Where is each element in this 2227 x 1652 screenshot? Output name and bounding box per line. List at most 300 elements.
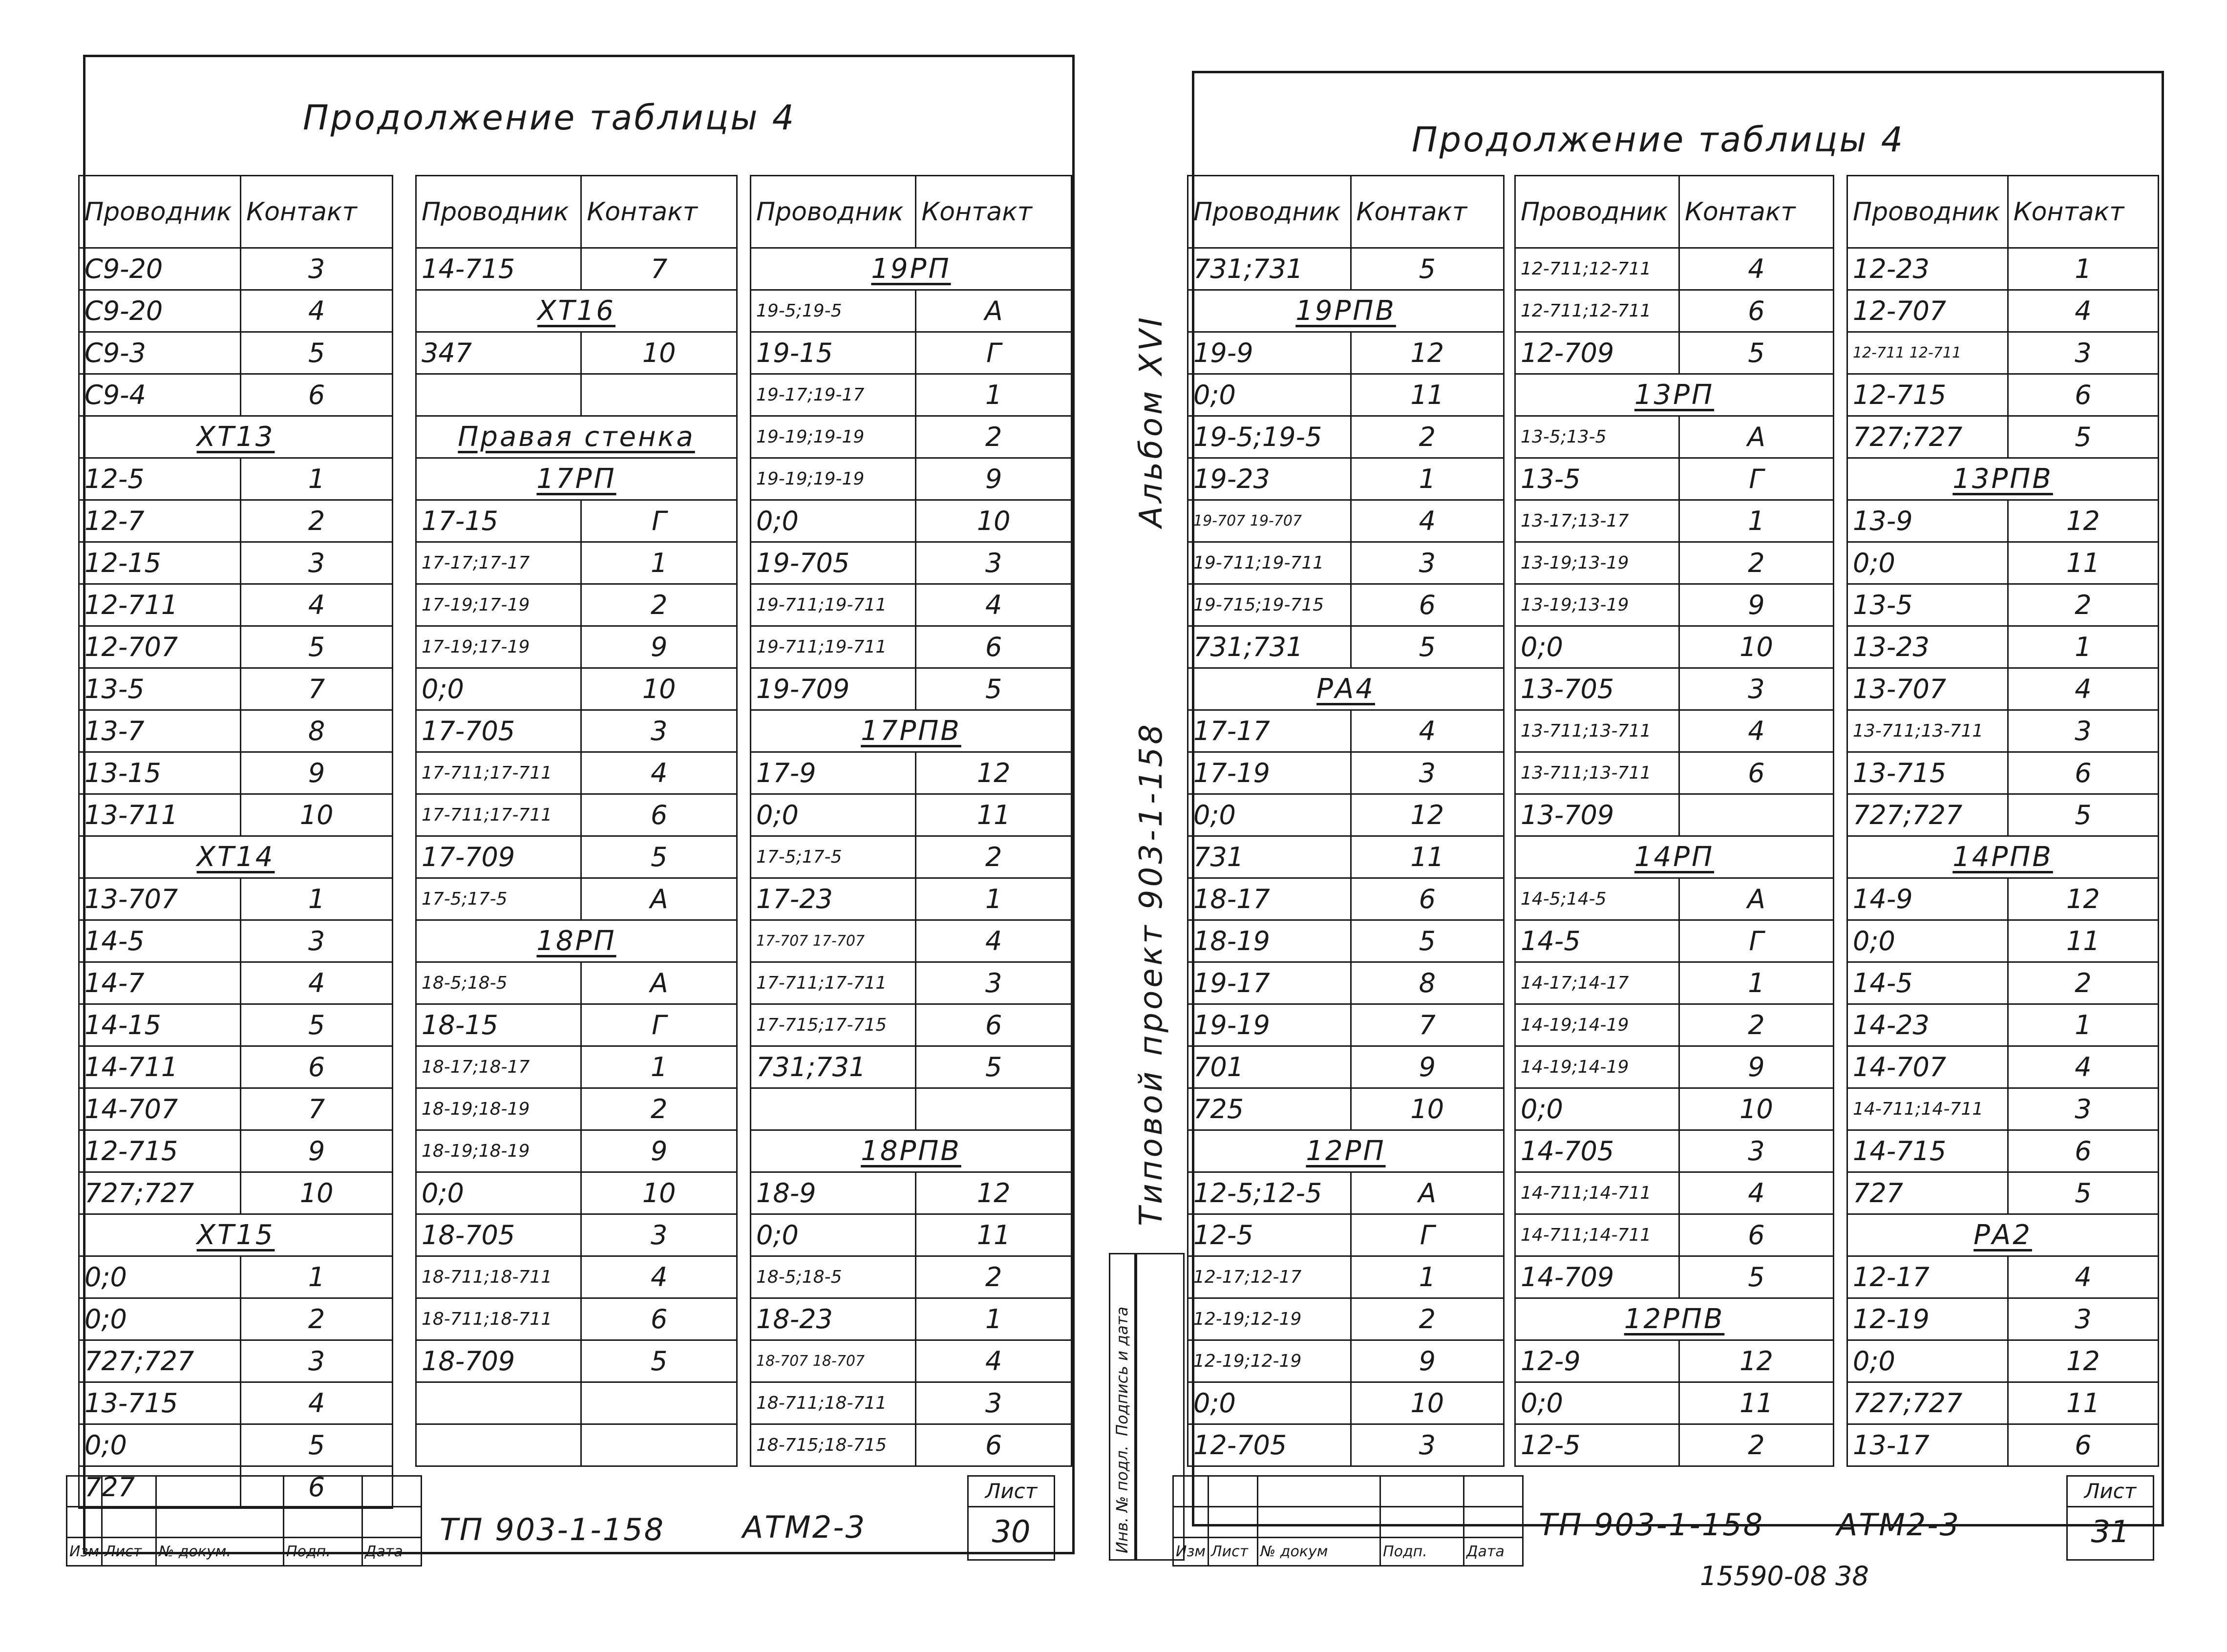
table-row — [416, 584, 737, 626]
wire-cell: 18-705 — [416, 1214, 581, 1256]
contact-cell: 6 — [241, 1466, 393, 1508]
table-row — [751, 794, 1072, 836]
contact-cell: 10 — [1351, 1382, 1504, 1424]
contact-cell: 12 — [1351, 332, 1504, 374]
table-row — [751, 1256, 1072, 1298]
table-row — [1847, 1088, 2159, 1130]
wire-cell: 17-711;17-711 — [416, 794, 581, 836]
wire-cell: 19-715;19-715 — [1188, 584, 1351, 626]
wire-cell: 727;727 — [1847, 794, 2008, 836]
table-row — [79, 248, 393, 290]
section-label: 12РПВ — [1624, 1303, 1725, 1335]
table-row — [1188, 962, 1504, 1004]
table-row — [1847, 878, 2159, 920]
header-contact: Контакт — [916, 176, 1072, 248]
wire-cell: 0;0 — [751, 794, 916, 836]
wire-cell: 17-711;17-711 — [751, 962, 916, 1004]
table-row — [1515, 248, 1834, 290]
table-row — [1515, 626, 1834, 668]
contact-cell: 6 — [1679, 290, 1833, 332]
wire-cell: 12-711;12-711 — [1515, 290, 1679, 332]
contact-cell: 2 — [241, 1298, 393, 1340]
contact-cell: 5 — [241, 1424, 393, 1466]
section-label: 19РП — [871, 253, 951, 285]
contact-cell — [916, 1088, 1072, 1130]
table-row — [751, 500, 1072, 542]
contact-cell: 5 — [241, 332, 393, 374]
section-label: ХТ14 — [196, 841, 275, 873]
contact-cell: 5 — [1351, 920, 1504, 962]
section-row — [416, 458, 737, 500]
table-row — [416, 962, 737, 1004]
contact-cell: 1 — [1679, 500, 1833, 542]
left-project-code: ТП 903-1-158 — [440, 1512, 665, 1547]
section-label: РА2 — [1973, 1219, 2032, 1251]
contact-cell: 3 — [1679, 1130, 1833, 1172]
contact-cell: 10 — [581, 1172, 737, 1214]
table-row — [1847, 1172, 2159, 1214]
contact-cell: 9 — [241, 1130, 393, 1172]
contact-cell: 10 — [1679, 626, 1833, 668]
section-row — [1847, 1214, 2159, 1256]
contact-cell: 1 — [241, 1256, 393, 1298]
titleblock-col-label: Подп. — [284, 1538, 362, 1566]
wire-cell: 13-711;13-711 — [1515, 710, 1679, 752]
contact-cell: 6 — [581, 794, 737, 836]
table-row — [79, 1004, 393, 1046]
table-row — [1515, 920, 1834, 962]
contact-cell: 9 — [581, 1130, 737, 1172]
table-row — [79, 1088, 393, 1130]
table-row — [79, 542, 393, 584]
section-row — [79, 836, 393, 878]
contact-cell: А — [1679, 878, 1833, 920]
contact-cell: 3 — [241, 248, 393, 290]
wire-cell: 19-23 — [1188, 458, 1351, 500]
contact-cell: 1 — [916, 374, 1072, 416]
wire-cell: 12-5 — [1515, 1424, 1679, 1466]
archive-stamp: 15590-08 38 — [1700, 1561, 1869, 1591]
left-sheet-number: 30 — [992, 1514, 1031, 1549]
contact-cell: 9 — [1679, 1046, 1833, 1088]
table-row — [1515, 332, 1834, 374]
contact-cell: 6 — [2008, 1130, 2158, 1172]
wire-cell: 727;727 — [1847, 416, 2008, 458]
table-row — [751, 332, 1072, 374]
left-table-col-3 — [750, 175, 1072, 1467]
table-row — [1188, 1340, 1504, 1382]
wire-cell: 14-711;14-711 — [1515, 1214, 1679, 1256]
wire-cell: 19-19;19-19 — [751, 458, 916, 500]
contact-cell: 6 — [1351, 878, 1504, 920]
album-label: Альбом XVI — [1133, 314, 1169, 528]
table-row — [751, 1004, 1072, 1046]
wire-cell: 19-17;19-17 — [751, 374, 916, 416]
contact-cell: 6 — [1679, 1214, 1833, 1256]
contact-cell: 5 — [1351, 626, 1504, 668]
wire-cell: 12-23 — [1847, 248, 2008, 290]
wire-cell: С9-20 — [79, 248, 241, 290]
wire-cell: 14-9 — [1847, 878, 2008, 920]
wire-cell: 14-5 — [1515, 920, 1679, 962]
contact-cell: 1 — [2008, 1004, 2158, 1046]
contact-cell: 1 — [581, 542, 737, 584]
table-row — [79, 374, 393, 416]
section-label: 17РП — [536, 463, 616, 495]
table-row — [416, 1214, 737, 1256]
contact-cell: 5 — [916, 1046, 1072, 1088]
contact-cell: 6 — [916, 626, 1072, 668]
table-row — [1515, 752, 1834, 794]
left-titleblock — [66, 1475, 422, 1567]
contact-cell: 6 — [2008, 752, 2158, 794]
table-row — [1188, 416, 1504, 458]
titleblock-col-label: Дата — [362, 1538, 422, 1566]
table-row — [1847, 1046, 2159, 1088]
wire-cell: 13-5 — [1847, 584, 2008, 626]
wire-cell: 13-711;13-711 — [1515, 752, 1679, 794]
table-row — [1847, 920, 2159, 962]
wire-cell: 12-705 — [1188, 1424, 1351, 1466]
table-row — [1188, 626, 1504, 668]
table-row — [416, 1004, 737, 1046]
table-row — [416, 1172, 737, 1214]
header-contact: Контакт — [1351, 176, 1504, 248]
table-row — [1188, 458, 1504, 500]
contact-cell: А — [916, 290, 1072, 332]
contact-cell: 1 — [241, 878, 393, 920]
table-row — [416, 794, 737, 836]
wire-cell: 19-5;19-5 — [1188, 416, 1351, 458]
contact-cell: 1 — [1351, 1256, 1504, 1298]
table-row — [751, 584, 1072, 626]
right-project-code: ТП 903-1-158 — [1539, 1507, 1764, 1543]
table-row — [416, 1130, 737, 1172]
table-row — [1515, 1256, 1834, 1298]
wire-cell: 727 — [79, 1466, 241, 1508]
table-row — [79, 962, 393, 1004]
section-label: ХТ16 — [537, 295, 615, 327]
table-row — [79, 1340, 393, 1382]
contact-cell: 1 — [1351, 458, 1504, 500]
wire-cell: 17-17;17-17 — [416, 542, 581, 584]
table-row — [416, 1424, 737, 1466]
wire-cell — [416, 1424, 581, 1466]
right-page-title: Продолжение таблицы 4 — [1412, 120, 1905, 160]
contact-cell: 5 — [241, 1004, 393, 1046]
contact-cell: 6 — [241, 374, 393, 416]
wire-cell: 727;727 — [79, 1172, 241, 1214]
contact-cell: 3 — [241, 920, 393, 962]
contact-cell: 4 — [2008, 290, 2158, 332]
wire-cell: 12-715 — [79, 1130, 241, 1172]
left-table-col-2 — [415, 175, 738, 1467]
titleblock-col-label: Лист — [102, 1538, 156, 1566]
table-row — [1847, 584, 2159, 626]
wire-table — [1187, 175, 1505, 1467]
table-row — [1515, 500, 1834, 542]
titleblock-col-label: Подп. — [1380, 1538, 1464, 1566]
wire-cell: 13-15 — [79, 752, 241, 794]
table-row — [79, 458, 393, 500]
table-row — [1847, 290, 2159, 332]
table-row — [751, 1088, 1072, 1130]
table-row — [79, 1424, 393, 1466]
wire-cell: 19-19 — [1188, 1004, 1351, 1046]
section-row — [1188, 668, 1504, 710]
table-row — [79, 668, 393, 710]
table-row — [1515, 1046, 1834, 1088]
table-row — [79, 290, 393, 332]
table-row — [79, 500, 393, 542]
contact-cell: 1 — [2008, 248, 2158, 290]
contact-cell: 1 — [241, 458, 393, 500]
table-row — [1188, 1172, 1504, 1214]
header-contact: Контакт — [581, 176, 737, 248]
table-row — [1515, 1340, 1834, 1382]
wire-cell: 18-19 — [1188, 920, 1351, 962]
section-label: 19РПВ — [1295, 295, 1396, 327]
section-row — [751, 710, 1072, 752]
contact-cell: 1 — [916, 1298, 1072, 1340]
wire-cell: 13-711 — [79, 794, 241, 836]
wire-cell: 701 — [1188, 1046, 1351, 1088]
wire-cell: 13-17;13-17 — [1515, 500, 1679, 542]
table-row — [1188, 794, 1504, 836]
table-row — [416, 710, 737, 752]
wire-cell: 14-5;14-5 — [1515, 878, 1679, 920]
wire-cell: С9-4 — [79, 374, 241, 416]
wire-cell: 13-23 — [1847, 626, 2008, 668]
contact-cell: 3 — [2008, 1088, 2158, 1130]
titleblock-col-label: Лист — [1209, 1538, 1258, 1566]
wire-cell: 18-19;18-19 — [416, 1130, 581, 1172]
contact-cell: 3 — [581, 710, 737, 752]
table-row — [416, 1298, 737, 1340]
contact-cell: 5 — [1679, 332, 1833, 374]
section-row — [1515, 374, 1834, 416]
table-row — [1515, 542, 1834, 584]
contact-cell: 7 — [581, 248, 737, 290]
wire-cell: 12-5 — [1188, 1214, 1351, 1256]
table-row — [1188, 584, 1504, 626]
table-row — [79, 1172, 393, 1214]
wire-cell: 347 — [416, 332, 581, 374]
wire-cell: 14-709 — [1515, 1256, 1679, 1298]
contact-cell: 9 — [916, 458, 1072, 500]
contact-cell: 2 — [916, 1256, 1072, 1298]
table-row — [1847, 1298, 2159, 1340]
table-header-row — [751, 176, 1072, 248]
wire-cell: 12-19;12-19 — [1188, 1298, 1351, 1340]
wire-cell: 14-19;14-19 — [1515, 1046, 1679, 1088]
contact-cell: 11 — [1351, 836, 1504, 878]
contact-cell: 10 — [581, 668, 737, 710]
table-row — [1847, 794, 2159, 836]
wire-cell: 731;731 — [1188, 248, 1351, 290]
wire-cell: 17-705 — [416, 710, 581, 752]
section-row — [1847, 458, 2159, 500]
contact-cell: 3 — [2008, 332, 2158, 374]
wire-cell: 14-19;14-19 — [1515, 1004, 1679, 1046]
contact-cell: 12 — [2008, 500, 2158, 542]
section-row — [1188, 290, 1504, 332]
wire-cell: 13-5 — [79, 668, 241, 710]
table-header-row — [1515, 176, 1834, 248]
table-row — [1515, 458, 1834, 500]
wire-cell: 14-5 — [1847, 962, 2008, 1004]
wire-cell: 727;727 — [1847, 1382, 2008, 1424]
table-row — [1515, 1172, 1834, 1214]
contact-cell: 5 — [916, 668, 1072, 710]
table-row — [1847, 374, 2159, 416]
section-row — [79, 416, 393, 458]
table-row — [751, 962, 1072, 1004]
wire-cell: 14-7 — [79, 962, 241, 1004]
table-row — [751, 836, 1072, 878]
contact-cell: 2 — [2008, 962, 2158, 1004]
wire-cell: 13-9 — [1847, 500, 2008, 542]
table-row — [79, 584, 393, 626]
wire-cell: С9-20 — [79, 290, 241, 332]
wire-cell: 12-9 — [1515, 1340, 1679, 1382]
contact-cell: 6 — [916, 1004, 1072, 1046]
wire-cell: 17-9 — [751, 752, 916, 794]
left-page-title: Продолжение таблицы 4 — [303, 98, 796, 138]
wire-cell: 13-709 — [1515, 794, 1679, 836]
contact-cell: 4 — [916, 920, 1072, 962]
contact-cell: 2 — [1679, 542, 1833, 584]
wire-table — [78, 175, 393, 1509]
table-row — [1188, 1256, 1504, 1298]
table-row — [1188, 1298, 1504, 1340]
contact-cell: 4 — [581, 1256, 737, 1298]
header-wire: Проводник — [416, 176, 581, 248]
wire-cell: 19-711;19-711 — [751, 584, 916, 626]
right-doc-code: АТМ2-3 — [1837, 1507, 1961, 1543]
section-row — [751, 1130, 1072, 1172]
table-row — [79, 1130, 393, 1172]
table-row — [1515, 1088, 1834, 1130]
table-row — [751, 668, 1072, 710]
table-row — [751, 878, 1072, 920]
contact-cell: 5 — [2008, 1172, 2158, 1214]
table-row — [416, 248, 737, 290]
contact-cell: 9 — [581, 626, 737, 668]
contact-cell: 2 — [581, 584, 737, 626]
contact-cell: 9 — [1351, 1046, 1504, 1088]
wire-cell: 12-707 — [1847, 290, 2008, 332]
contact-cell: 4 — [581, 752, 737, 794]
left-sheet-box — [967, 1475, 1055, 1561]
table-row — [1847, 332, 2159, 374]
contact-cell: 5 — [2008, 416, 2158, 458]
section-label: РА4 — [1316, 673, 1375, 705]
table-row — [416, 668, 737, 710]
contact-cell: А — [1351, 1172, 1504, 1214]
contact-cell: 6 — [2008, 1424, 2158, 1466]
wire-cell: 12-711 12-711 — [1847, 332, 2008, 374]
contact-cell: Г — [1351, 1214, 1504, 1256]
contact-cell: Г — [1679, 920, 1833, 962]
wire-cell: 14-707 — [79, 1088, 241, 1130]
wire-cell: 12-17 — [1847, 1256, 2008, 1298]
contact-cell: 10 — [241, 1172, 393, 1214]
contact-cell: 3 — [1351, 1424, 1504, 1466]
contact-cell: 10 — [581, 332, 737, 374]
table-row — [1188, 248, 1504, 290]
contact-cell: 7 — [1351, 1004, 1504, 1046]
wire-cell: 13-19;13-19 — [1515, 584, 1679, 626]
wire-cell: 0;0 — [751, 500, 916, 542]
table-row — [1188, 752, 1504, 794]
wire-cell: 0;0 — [79, 1424, 241, 1466]
contact-cell: 4 — [2008, 1256, 2158, 1298]
wire-cell: 0;0 — [416, 1172, 581, 1214]
contact-cell: 4 — [1351, 710, 1504, 752]
contact-cell: 4 — [1679, 710, 1833, 752]
wire-cell: 17-715;17-715 — [751, 1004, 916, 1046]
contact-cell: 6 — [2008, 374, 2158, 416]
contact-cell — [581, 1424, 737, 1466]
right-table-col-2 — [1514, 175, 1834, 1467]
wire-cell: 17-19 — [1188, 752, 1351, 794]
wire-cell: 14-17;14-17 — [1515, 962, 1679, 1004]
wire-cell: 17-5;17-5 — [416, 878, 581, 920]
table-row — [79, 920, 393, 962]
contact-cell: 10 — [1679, 1088, 1833, 1130]
table-row — [751, 416, 1072, 458]
contact-cell: 4 — [1679, 1172, 1833, 1214]
wire-cell: 725 — [1188, 1088, 1351, 1130]
contact-cell: 3 — [916, 962, 1072, 1004]
wire-cell: 13-707 — [79, 878, 241, 920]
section-row — [416, 416, 737, 458]
section-row — [79, 1214, 393, 1256]
contact-cell: Г — [581, 500, 737, 542]
contact-cell — [1679, 794, 1833, 836]
wire-cell: 0;0 — [1847, 542, 2008, 584]
contact-cell: 12 — [2008, 1340, 2158, 1382]
contact-cell: Г — [581, 1004, 737, 1046]
left-table-col-1 — [78, 175, 393, 1509]
wire-cell: 19-709 — [751, 668, 916, 710]
left-doc-code: АТМ2-3 — [742, 1509, 867, 1545]
table-row — [1188, 332, 1504, 374]
contact-cell: 6 — [1351, 584, 1504, 626]
contact-cell: 5 — [241, 626, 393, 668]
contact-cell: А — [581, 962, 737, 1004]
wire-cell: 18-711;18-711 — [416, 1256, 581, 1298]
wire-cell: 17-19;17-19 — [416, 626, 581, 668]
table-row — [1515, 668, 1834, 710]
wire-cell: 12-19;12-19 — [1188, 1340, 1351, 1382]
table-row — [79, 1046, 393, 1088]
wire-cell: 19-707 19-707 — [1188, 500, 1351, 542]
contact-cell: 12 — [1679, 1340, 1833, 1382]
table-row — [79, 878, 393, 920]
table-row — [1188, 500, 1504, 542]
wire-cell: 17-709 — [416, 836, 581, 878]
wire-table — [750, 175, 1072, 1467]
contact-cell: 11 — [1351, 374, 1504, 416]
header-contact: Контакт — [241, 176, 393, 248]
table-row — [751, 458, 1072, 500]
wire-cell: 13-715 — [79, 1382, 241, 1424]
contact-cell: 3 — [1351, 542, 1504, 584]
wire-cell: 0;0 — [1515, 1382, 1679, 1424]
contact-cell: 1 — [1679, 962, 1833, 1004]
